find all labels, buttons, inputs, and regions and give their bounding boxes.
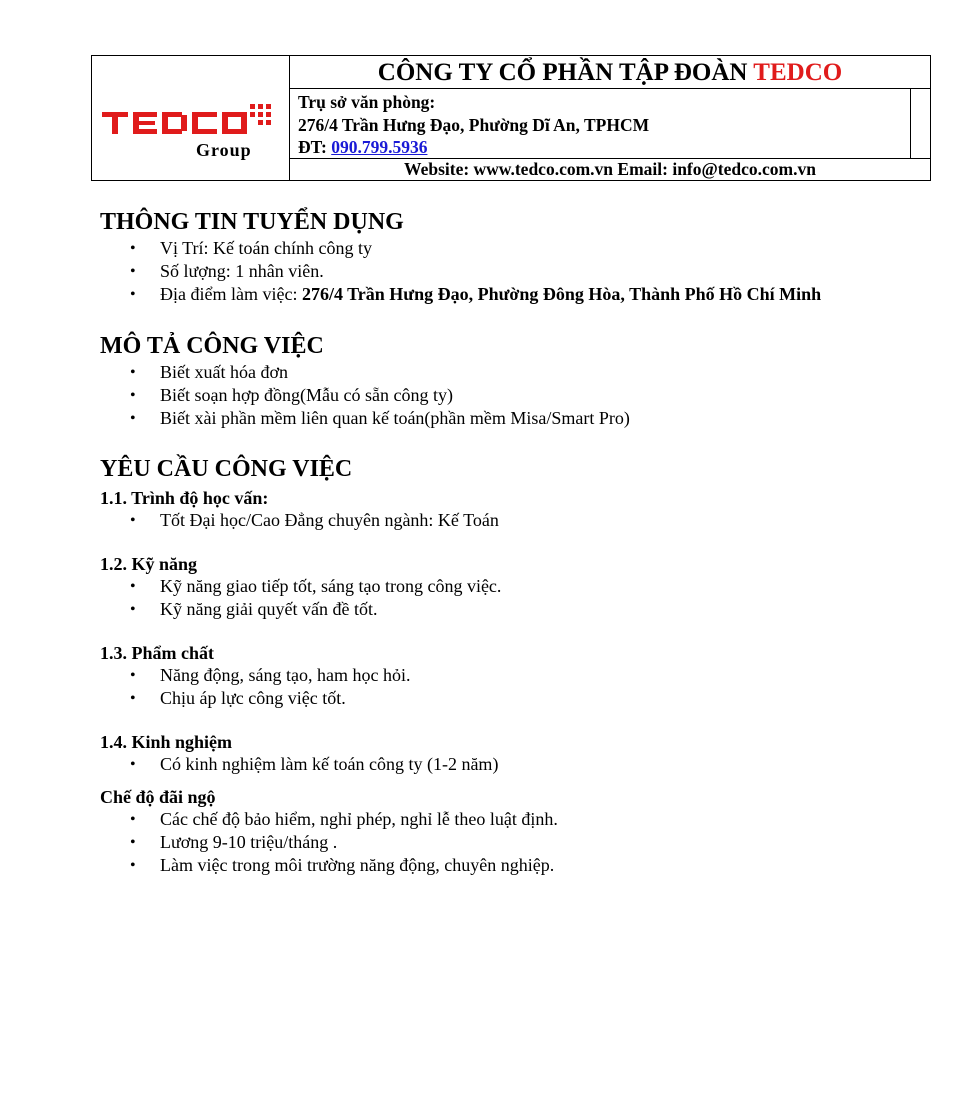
list-item: • Biết xài phần mềm liên quan kế toán(phần mềm Misa/Smart Pro): [100, 407, 930, 430]
company-name: CÔNG TY CỔ PHẦN TẬP ĐOÀN: [377, 59, 754, 86]
education-block: [100, 487, 930, 532]
list-item: • Năng động, sáng tạo, ham học hỏi.: [100, 664, 930, 687]
location-label: Địa điểm làm việc:: [160, 284, 302, 304]
header-table: [91, 55, 931, 181]
office-label: Trụ sở văn phòng:: [298, 92, 436, 112]
list-item: • Chịu áp lực công việc tốt.: [100, 687, 930, 710]
list-item: • Vị Trí: Kế toán chính công ty: [100, 237, 930, 260]
list-item: • Kỹ năng giải quyết vấn đề tốt.: [100, 598, 930, 621]
quality-list: [100, 664, 930, 710]
skills-block: [100, 553, 930, 621]
phone-link[interactable]: 090.799.5936: [331, 137, 428, 157]
recruit-title: THÔNG TIN TUYỂN DỤNG: [100, 209, 404, 235]
list-item: • Tốt Đại học/Cao Đẳng chuyên ngành: Kế Toán: [100, 509, 930, 532]
benefits-list: [100, 808, 930, 877]
website-email-line: Website: www.tedco.com.vn Email: info@tedco.com.vn: [404, 159, 816, 179]
logo-cell: [92, 56, 290, 180]
list-item: • Biết soạn hợp đồng(Mẫu có sẵn công ty): [100, 384, 930, 407]
list-item: • Kỹ năng giao tiếp tốt, sáng tạo trong công việc.: [100, 575, 930, 598]
description-title: MÔ TẢ CÔNG VIỆC: [100, 333, 324, 359]
recruit-section: [100, 207, 930, 306]
list-item: • Lương 9-10 triệu/tháng .: [100, 831, 930, 854]
quality-block: [100, 642, 930, 710]
benefits-section: [100, 786, 930, 877]
recruit-list: [100, 237, 930, 306]
phone-line: [298, 136, 649, 159]
logo-group-text: Group: [196, 140, 252, 160]
address-block: [298, 91, 649, 159]
description-section: [100, 331, 930, 430]
list-item: • Có kinh nghiệm làm kế toán công ty (1-2 năm): [100, 753, 930, 776]
skills-list: [100, 575, 930, 621]
company-title: [290, 56, 930, 89]
document-body: [100, 207, 930, 877]
description-list: [100, 361, 930, 430]
address-side-cell: [910, 89, 930, 158]
location-value: 276/4 Trần Hưng Đạo, Phường Đông Hòa, Thành Phố Hồ Chí Minh: [301, 284, 822, 304]
list-item: • Số lượng: 1 nhân viên.: [100, 260, 930, 283]
list-item: [100, 283, 930, 306]
experience-block: [100, 731, 930, 776]
company-brand: TEDCO: [753, 59, 843, 86]
benefits-title: Chế độ đãi ngộ: [100, 787, 216, 807]
list-item: • Biết xuất hóa đơn: [100, 361, 930, 384]
office-address: 276/4 Trần Hưng Đạo, Phường Dĩ An, TPHCM: [298, 114, 650, 135]
list-item: • Các chế độ bảo hiểm, nghỉ phép, nghỉ lễ theo luật định.: [100, 808, 930, 831]
education-title: 1.1. Trình độ học vấn:: [100, 488, 269, 508]
list-item: • Làm việc trong môi trường năng động, chuyên nghiệp.: [100, 854, 930, 877]
tedco-logo-icon: [102, 104, 272, 138]
phone-label: ĐT:: [298, 137, 332, 157]
experience-title: 1.4. Kinh nghiệm: [100, 732, 233, 752]
quality-title: 1.3. Phẩm chất: [100, 643, 214, 663]
education-list: [100, 509, 930, 532]
skills-title: 1.2. Kỹ năng: [100, 554, 198, 574]
experience-list: [100, 753, 930, 776]
requirements-section: [100, 454, 930, 776]
address-cell: [290, 89, 930, 159]
requirements-title: YÊU CẦU CÔNG VIỆC: [100, 456, 353, 482]
